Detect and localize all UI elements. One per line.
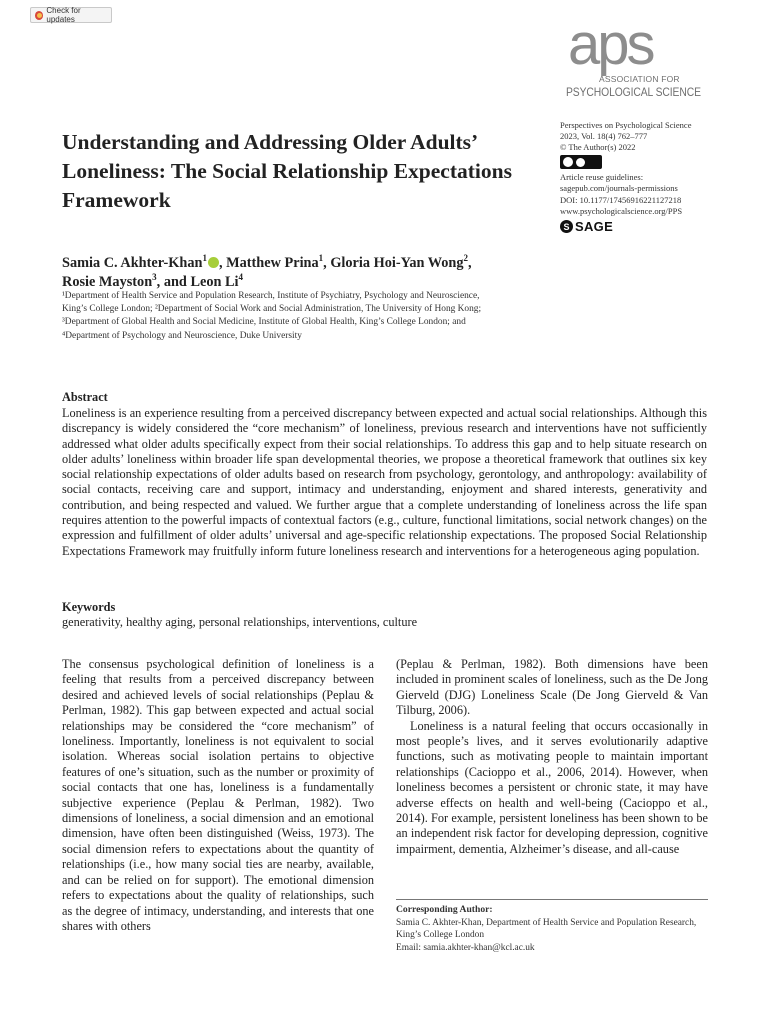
aps-logo-association: ASSOCIATION FOR [599,74,680,84]
author-name[interactable]: Gloria Hoi-Yan Wong [330,255,464,271]
body-column-left [62,657,374,934]
affiliation-line: ⁴Department of Psychology and Neuroscience, Duke University [62,330,302,341]
journal-volume: 2023, Vol. 18(4) 762–777 [560,131,648,141]
author-name[interactable]: Rosie Mayston [62,274,153,290]
keywords-heading: Keywords [62,600,116,614]
article-title: Understanding and Addressing Older Adults’ Loneliness: The Social Relationship Expectations Framework [62,130,512,212]
cc-icon [563,157,573,167]
author-affiliation-marker: 3 [152,272,157,283]
aps-logo-name: PSYCHOLOGICAL SCIENCE [566,85,701,99]
corresponding-author-heading: Corresponding Author: [396,904,493,915]
author-name[interactable]: Samia C. Akhter-Khan [62,255,203,271]
doi-link[interactable]: DOI: 10.1177/17456916221127218 [560,195,682,205]
body-column-right [396,657,708,857]
abstract-text: Loneliness is an experience resulting from a perceived discrepancy between expected and actual social relationships. Although this discrepancy is widely considered the “core mechanism” of loneliness, previous research and interventions have not sufficiently addressed what older adults specifically expect from their social relationships. To address this gap and to help situate research on older adults’ loneliness within broader life span developmental theories, we propose a theoretical framework that outlines six key social relationship expectations of older adults based on research from psychology, gerontology, and anthropology: availability of social contacts, receiving care and support, intimacy and understanding, enjoyment and shared interests, generativity and contribution, and being respected and valued. We further argue that a complete understanding of loneliness across the life span requires attention to the powerful impacts of contextual factors (e.g., culture, functional limitations, social network changes) on the expression and fulfillment of older adults’ universal and age-specific relationship expectations. The proposed Social Relationship Expectations Framework may fruitfully inform future loneliness research and interventions for a heterogeneous aging population. [62,406,707,558]
author-joiner: and [163,274,187,290]
affiliation-line: ³Department of Global Health and Social Medicine, Institute of Global Health, King’s College London; and [62,317,466,328]
journal-name: Perspectives on Psychological Science [560,120,692,130]
corresponding-author-divider [396,899,708,900]
author-affiliation-marker: 1 [202,253,207,264]
corresponding-author-details: Samia C. Akhter-Khan, Department of Health Service and Population Research, King’s College London [396,917,697,941]
sage-s-icon: S [560,220,573,233]
reuse-guidelines-link[interactable]: sagepub.com/journals-permissions [560,183,678,193]
body-paragraph: Loneliness is a natural feeling that occurs occasionally in most people’s lives, and it serves evolutionarily adaptive functions, such as motivating people to maintain important relationships (Cacioppo et al., 2006, 2014). However, when loneliness becomes a persistent or chronic state, it may have adverse effects on health and well-being (Cacioppo et al., 2014). For example, persistent loneliness has been shown to be an independent risk factor for developing depression, cognitive impairment, dementia, Alzheimer’s disease, and all-cause [396,718,708,856]
author-affiliation-marker: 1 [318,253,324,264]
journal-website-link[interactable]: www.psychologicalscience.org/PPS [560,206,683,216]
corresponding-author-email[interactable]: Email: samia.akhter-khan@kcl.ac.uk [396,942,535,953]
author-affiliation-marker: 4 [238,272,244,283]
orcid-icon[interactable] [208,257,219,268]
author-list: Samia C. Akhter-Khan$^1$ , Matthew Prina$^1$, Gloria Hoi-Yan Wong$^2$, Rosie Mayston$^3$, and Leon Li$^4$ [62,253,472,290]
copyright-notice: © The Author(s) 2022 [560,142,636,152]
abstract-heading: Abstract [62,390,108,404]
sage-wordmark: SAGE [575,219,614,234]
body-paragraph: (Peplau & Perlman, 1982). Both dimensions have been included in prominent scales of loneliness, such as the De Jong Gierveld (DJG) Loneliness Scale (De Jong Gierveld & Van Tilburg, 2006). [396,657,708,718]
affiliation-line: ¹Department of Health Service and Population Research, Institute of Psychiatry, Psychology and Neuroscience, [62,291,480,301]
corresponding-author [396,904,708,954]
crossmark-icon [35,11,43,20]
author-name[interactable]: Leon Li [190,274,239,290]
check-for-updates-button[interactable] [30,7,112,23]
check-for-updates-label: Check for updates [46,6,81,24]
sage-logo [560,219,613,234]
attribution-icon [576,158,585,167]
body-paragraph: The consensus psychological definition of loneliness is a feeling that results from a perceived discrepancy between desired and achieved levels of social relationships (Peplau & Perlman, 1982). This gap between expected and actual social relationships may be considered the “core mechanism” of loneliness. Importantly, loneliness is not equivalent to social isolation. Whereas social isolation pertains to objective features of one’s situation, such as the number or proximity of social contacts that one has, loneliness is a fundamentally subjective experience (Peplau & Perlman, 1982). Two dimensions of loneliness, a social dimension and an emotional dimension, have often been distinguished (Weiss, 1973). The social dimension refers to expectations about the quantity of relationships (i.e., how many social ties are nearby, available, and can be relied on for support). The emotional dimension refers to expectations about the quality of relationships, such as the degree of intimacy, understanding, and interests that one shares with others [62,657,374,933]
aps-logo-mark: aps [568,12,653,77]
aps-logo [566,12,716,108]
reuse-guidelines-label: Article reuse guidelines: [560,172,644,182]
affiliations [62,290,562,343]
author-affiliation-marker: 2 [463,253,469,264]
keywords-text: generativity, healthy aging, personal relationships, interventions, culture [62,615,418,629]
affiliation-line: King’s College London; ²Department of Social Work and Social Administration, The University of Hong Kong; [62,304,482,315]
creative-commons-icon [560,155,602,169]
author-name[interactable]: Matthew Prina [226,255,319,271]
